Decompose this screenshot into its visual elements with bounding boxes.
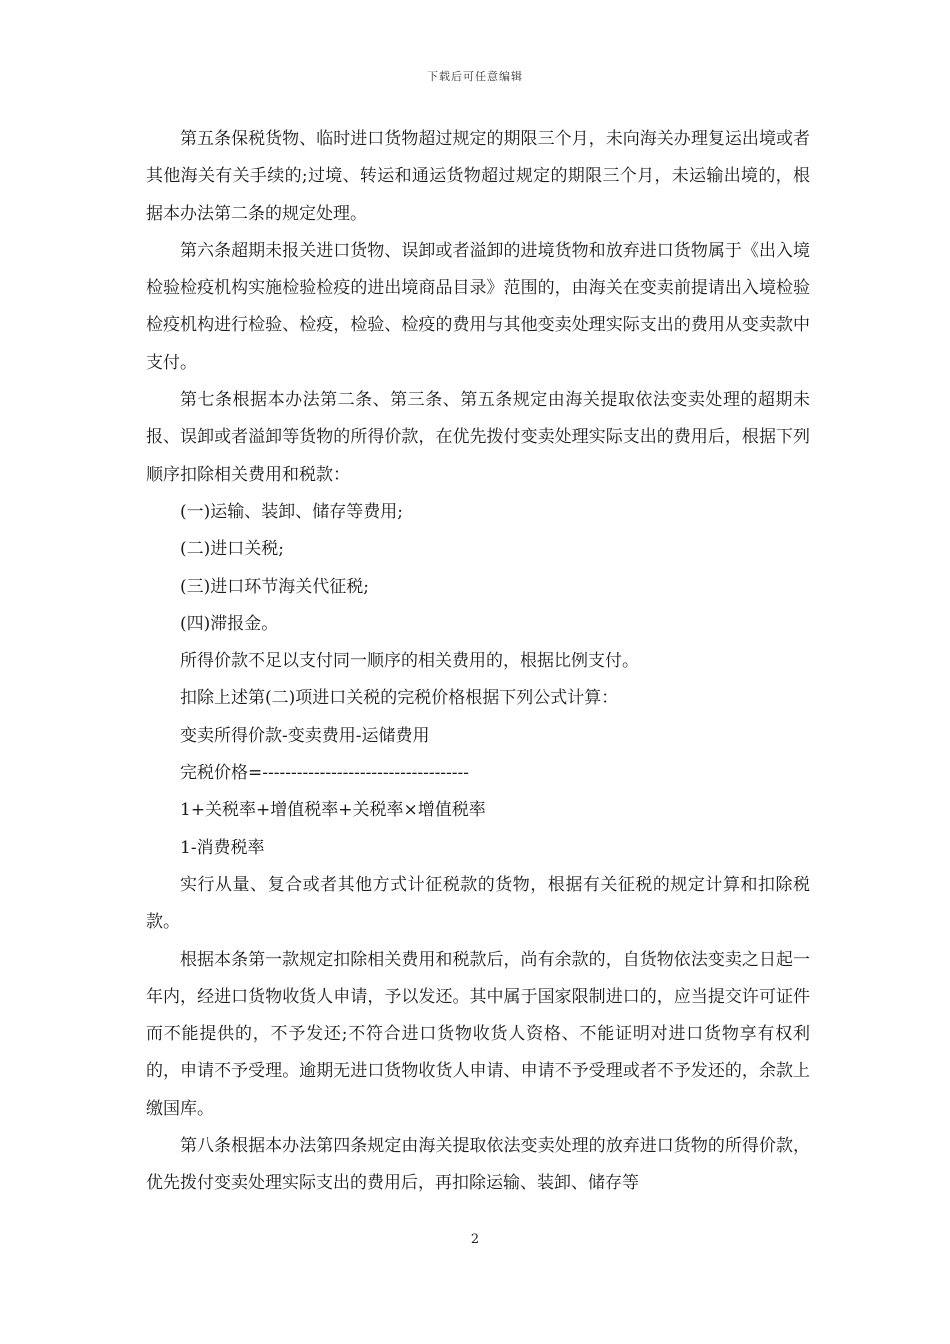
paragraph-formula-intro: 扣除上述第(二)项进口关税的完税价格根据下列公式计算： bbox=[180, 688, 619, 709]
paragraph-proportional-payment: 所得价款不足以支付同一顺序的相关费用的，根据比例支付。 bbox=[180, 651, 639, 672]
paragraph-article-6: 第六条超期未报关进口货物、误卸或者溢卸的进境货物和放弃进口货物属于《出入境检验检疫机构实施检验检疫的进出境商品目录》范围的，由海关在变卖前提请出入境检验检疫机构进行检验、检疫，检验、检疫的费用与其他变卖处理实际支出的费用从变卖款中支付。 bbox=[146, 240, 810, 373]
paragraph-article-8: 第八条根据本办法第四条规定由海关提取依法变卖处理的放弃进口货物的所得价款，优先拨付变卖处理实际支出的费用后，再扣除运输、装卸、储存等 bbox=[146, 1136, 810, 1194]
paragraph-article-5: 第五条保税货物、临时进口货物超过规定的期限三个月，未向海关办理复运出境或者其他海关有关手续的;过境、转运和通运货物超过规定的期限三个月，未运输出境的，根据本办法第二条的规定处理。 bbox=[146, 129, 810, 224]
list-item-transport-fees: (一)运输、装卸、储存等费用; bbox=[180, 501, 403, 522]
formula-numerator: 变卖所得价款-变卖费用-运储费用 bbox=[180, 725, 430, 746]
list-item-import-taxes: (三)进口环节海关代征税; bbox=[180, 576, 369, 597]
paragraph-refund-balance: 根据本条第一款规定扣除相关费用和税款后，尚有余款的，自货物依法变卖之日起一年内，经进口货物收货人申请，予以发还。其中属于国家限制进口的，应当提交许可证件而不能提供的，不予发还;不符合进口货物收货人资格、不能证明对进口货物享有权利的，申请不予受理。逾期无进口货物收货人申请、申请不予受理或者不予发还的，余款上缴国库。 bbox=[146, 949, 810, 1119]
page-number: 2 bbox=[470, 1232, 480, 1247]
list-item-import-duty: (二)进口关税; bbox=[180, 539, 284, 560]
list-item-late-fee: (四)滞报金。 bbox=[180, 613, 279, 634]
document-body bbox=[146, 121, 810, 1203]
formula-denominator-2: 1-消费税率 bbox=[180, 837, 265, 858]
page-header: 下载后可任意编辑 bbox=[427, 70, 523, 83]
formula-denominator-1: 1+关税率+增值税率+关税率×增值税率 bbox=[180, 800, 486, 821]
paragraph-article-7: 第七条根据本办法第二条、第三条、第五条规定由海关提取依法变卖处理的超期未报、误卸或者溢卸等货物的所得价款，在优先拨付变卖处理实际支出的费用后，根据下列顺序扣除相关费用和税款： bbox=[146, 390, 810, 485]
paragraph-other-taxation: 实行从量、复合或者其他方式计征税款的货物，根据有关征税的规定计算和扣除税款。 bbox=[146, 874, 810, 933]
formula-dutiable-value: 完税价格=------------------------------------ bbox=[180, 763, 470, 784]
